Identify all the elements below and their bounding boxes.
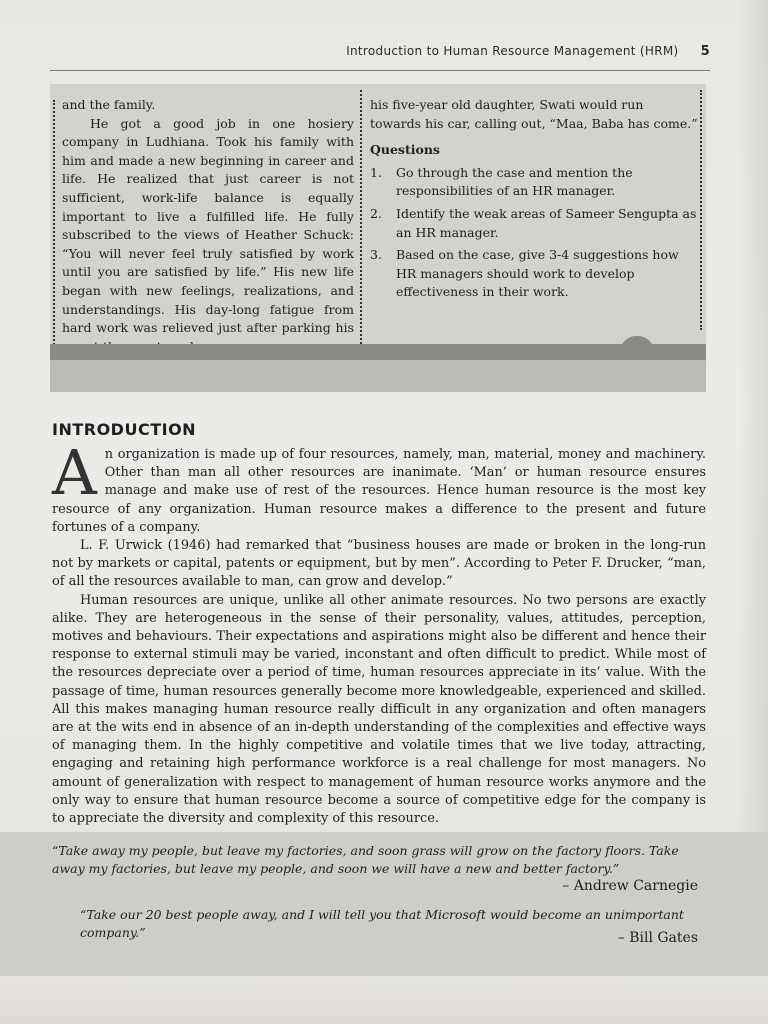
body-paragraph: Human resources are unique, unlike all other animate resources. No two persons are exactly alike. They are heterogeneous in the sense of their personality, values, attitudes, perception, motives and behaviours. Their expectations and aspirations might also be different and hence their response to external stimuli may be varied, inconstant and often difficult to predict. While most of the resources depreciate over a period of time, human resources appreciate in its’ value. With the passage of time, human resources generally become more knowledgeable, experienced and skilled. All this makes managing human resource really difficult in any organization and often managers are at the wits end in absence of an in-depth understanding of the complexities and effective ways of managing them. In the highly competitive and volatile times that we live today, attracting, engaging and retaining high performance workforce is a real challenge for most managers. No amount of generalization with respect to management of human resource works anymore and the only way to ensure that human resource become a source of competitive edge for the company is to appreciate the diversity and complexity of this resource. [52, 592, 706, 827]
quote-text: “Take away my people, but leave my factories, and soon grass will grow on the factory floors. Take away my factories, but leave my people, and soon we will have a new and better factory.” [52, 843, 679, 876]
introduction-body [52, 436, 706, 828]
quote-author: – Bill Gates [617, 930, 698, 946]
drop-cap: A [52, 436, 97, 509]
question-number: 1. [370, 164, 382, 180]
header-rule [50, 70, 710, 71]
case-right-column [370, 96, 698, 306]
question-item [370, 246, 698, 302]
case-paragraph: his five-year old daughter, Swati would run towards his car, calling out, “Maa, Baba has come.” [370, 97, 698, 131]
section-title: INTRODUCTION [52, 420, 197, 439]
quote-author: – Andrew Carnegie [562, 878, 698, 894]
case-paragraph: and the family. [62, 97, 156, 112]
question-text: Identify the weak areas of Sameer Sengupta as an HR manager. [396, 205, 697, 240]
dotted-column-divider [360, 90, 362, 348]
case-paragraph: He got a good job in one hosiery company in Ludhiana. Took his family with him and made a new beginning in career and life. He realized that just career is not sufficient, work-life balance is equally important to live a fulfilled life. He fully subscribed to the views of Heather Schuck: “You will never feel truly satisfied by work until you are satisfied by life.” His new life began with new feelings, realizations, and understandings. His day-long fatigue from hard work was relieved just after parking his [62, 115, 354, 336]
question-item [370, 205, 698, 242]
questions-heading: Questions [370, 142, 440, 158]
question-number: 2. [370, 205, 382, 221]
running-title: Introduction to Human Resource Management (HRM) [346, 44, 679, 58]
page-bottom [0, 976, 768, 1024]
case-study-box [50, 84, 706, 356]
dotted-border-left [53, 100, 55, 348]
decorative-band-light [50, 360, 706, 392]
question-number: 3. [370, 247, 382, 263]
running-header [270, 44, 710, 59]
question-text: Based on the case, give 3-4 suggestions how HR managers should work to develop effectiveness in their work. [396, 247, 679, 300]
quote-text: “Take our 20 best people away, and I will tell you that Microsoft would become an unimportant company.” [80, 907, 684, 940]
page-number: 5 [700, 44, 710, 59]
question-item [370, 164, 698, 201]
case-left-column [62, 96, 354, 356]
question-text: Go through the case and mention the responsibilities of an HR manager. [396, 164, 633, 199]
dotted-border-right [700, 90, 702, 330]
paragraph-text: n organization is made up of four resources, namely, man, material, money and machinery. Other than man all other resources are inanimate. ‘Man’ or human resource ensures manage and make use of rest of the resources. Hence human resource is the most key resource of any organization. Human resource makes a difference to the present and future fortunes of a company. [52, 447, 706, 535]
body-paragraph: L. F. Urwick (1946) had remarked that “business houses are made or broken in the long-run not by markets or capital, patents or equipment, but by men”. According to Peter F. Drucker, “man, of all the resources available to man, can grow and develop.” [52, 538, 706, 590]
body-paragraph [52, 436, 706, 537]
decorative-band [50, 344, 706, 360]
